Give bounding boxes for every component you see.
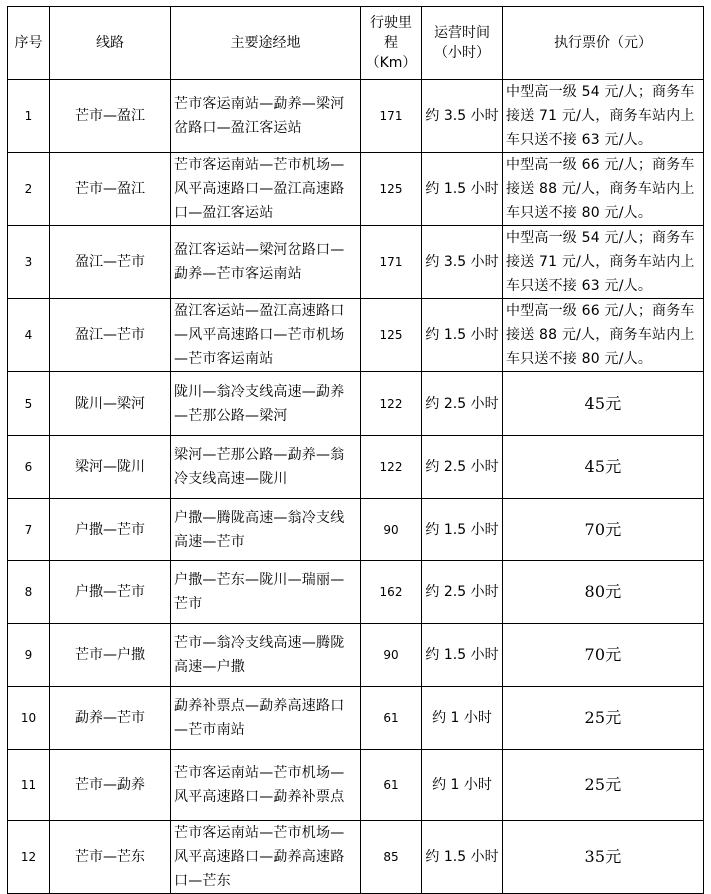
cell-fare: 中型高一级 66 元/人；商务车接送 88 元/人，商务车站内上车只送不接 80 元/人。 (503, 153, 704, 226)
cell-fare: 中型高一级 54 元/人；商务车接送 71 元/人，商务车站内上车只送不接 63 元/人。 (503, 226, 704, 299)
cell-no: 1 (8, 80, 50, 153)
table-row (8, 624, 704, 687)
cell-line: 芒市—户撒 (50, 624, 171, 687)
table-row (8, 436, 704, 499)
cell-time: 约 1.5 小时 (422, 821, 503, 894)
cell-time: 约 1 小时 (422, 750, 503, 821)
cell-time: 约 1.5 小时 (422, 153, 503, 226)
cell-line: 户撒—芒市 (50, 499, 171, 561)
cell-distance: 125 (361, 153, 422, 226)
cell-route: 盈江客运站—梁河岔路口—勐养—芒市客运南站 (171, 226, 361, 299)
cell-line: 梁河—陇川 (50, 436, 171, 499)
cell-distance: 61 (361, 750, 422, 821)
cell-no: 8 (8, 561, 50, 624)
cell-no: 7 (8, 499, 50, 561)
cell-route: 勐养补票点—勐养高速路口—芒市南站 (171, 687, 361, 750)
cell-fare: 25元 (503, 750, 704, 821)
cell-distance: 122 (361, 436, 422, 499)
cell-fare: 中型高一级 66 元/人；商务车接送 88 元/人，商务车站内上车只送不接 80 元/人。 (503, 299, 704, 372)
cell-fare: 70元 (503, 499, 704, 561)
cell-route: 户撒—腾陇高速—翁冷支线高速—芒市 (171, 499, 361, 561)
cell-no: 11 (8, 750, 50, 821)
cell-line: 陇川—梁河 (50, 372, 171, 436)
cell-no: 10 (8, 687, 50, 750)
header-distance: 行驶里程（Km） (361, 7, 422, 80)
cell-time: 约 2.5 小时 (422, 561, 503, 624)
cell-line: 户撒—芒市 (50, 561, 171, 624)
header-time: 运营时间（小时） (422, 7, 503, 80)
cell-fare: 80元 (503, 561, 704, 624)
table-row (8, 299, 704, 372)
cell-line: 盈江—芒市 (50, 226, 171, 299)
cell-distance: 90 (361, 499, 422, 561)
cell-distance: 171 (361, 80, 422, 153)
header-line: 线路 (50, 7, 171, 80)
fare-table-container (7, 6, 704, 894)
header-fare: 执行票价（元） (503, 7, 704, 80)
cell-no: 4 (8, 299, 50, 372)
table-row (8, 372, 704, 436)
cell-line: 芒市—盈江 (50, 80, 171, 153)
cell-fare: 25元 (503, 687, 704, 750)
cell-no: 3 (8, 226, 50, 299)
cell-no: 2 (8, 153, 50, 226)
header-row (8, 7, 704, 80)
cell-time: 约 1 小时 (422, 687, 503, 750)
cell-route: 芒市客运南站—芒市机场—风平高速路口—勐养高速路口—芒东 (171, 821, 361, 894)
cell-route: 盈江客运站—盈江高速路口—风平高速路口—芒市机场—芒市客运南站 (171, 299, 361, 372)
cell-line: 芒市—盈江 (50, 153, 171, 226)
cell-time: 约 3.5 小时 (422, 80, 503, 153)
cell-line: 勐养—芒市 (50, 687, 171, 750)
cell-time: 约 3.5 小时 (422, 226, 503, 299)
table-row (8, 687, 704, 750)
table-row (8, 226, 704, 299)
cell-distance: 85 (361, 821, 422, 894)
table-row (8, 750, 704, 821)
table-row (8, 499, 704, 561)
cell-line: 芒市—勐养 (50, 750, 171, 821)
cell-route: 陇川—翁冷支线高速—勐养—芒那公路—梁河 (171, 372, 361, 436)
cell-line: 盈江—芒市 (50, 299, 171, 372)
cell-route: 梁河—芒那公路—勐养—翁冷支线高速—陇川 (171, 436, 361, 499)
header-no: 序号 (8, 7, 50, 80)
table-row (8, 821, 704, 894)
cell-distance: 122 (361, 372, 422, 436)
cell-time: 约 1.5 小时 (422, 299, 503, 372)
cell-no: 12 (8, 821, 50, 894)
cell-fare: 45元 (503, 372, 704, 436)
table-row (8, 153, 704, 226)
cell-no: 5 (8, 372, 50, 436)
cell-fare: 70元 (503, 624, 704, 687)
cell-time: 约 1.5 小时 (422, 624, 503, 687)
cell-no: 6 (8, 436, 50, 499)
cell-distance: 90 (361, 624, 422, 687)
cell-time: 约 2.5 小时 (422, 372, 503, 436)
cell-route: 芒市客运南站—芒市机场—风平高速路口—勐养补票点 (171, 750, 361, 821)
cell-distance: 61 (361, 687, 422, 750)
cell-route: 芒市客运南站—芒市机场—风平高速路口—盈江高速路口—盈江客运站 (171, 153, 361, 226)
cell-route: 芒市—翁冷支线高速—腾陇高速—户撒 (171, 624, 361, 687)
cell-time: 约 2.5 小时 (422, 436, 503, 499)
fare-table (7, 6, 704, 894)
header-route: 主要途经地 (171, 7, 361, 80)
table-row (8, 561, 704, 624)
cell-distance: 171 (361, 226, 422, 299)
table-row (8, 80, 704, 153)
cell-route: 芒市客运南站—勐养—梁河岔路口—盈江客运站 (171, 80, 361, 153)
cell-line: 芒市—芒东 (50, 821, 171, 894)
cell-fare: 35元 (503, 821, 704, 894)
cell-route: 户撒—芒东—陇川—瑞丽—芒市 (171, 561, 361, 624)
cell-no: 9 (8, 624, 50, 687)
cell-distance: 162 (361, 561, 422, 624)
cell-fare: 中型高一级 54 元/人；商务车接送 71 元/人，商务车站内上车只送不接 63 元/人。 (503, 80, 704, 153)
cell-distance: 125 (361, 299, 422, 372)
cell-time: 约 1.5 小时 (422, 499, 503, 561)
cell-fare: 45元 (503, 436, 704, 499)
